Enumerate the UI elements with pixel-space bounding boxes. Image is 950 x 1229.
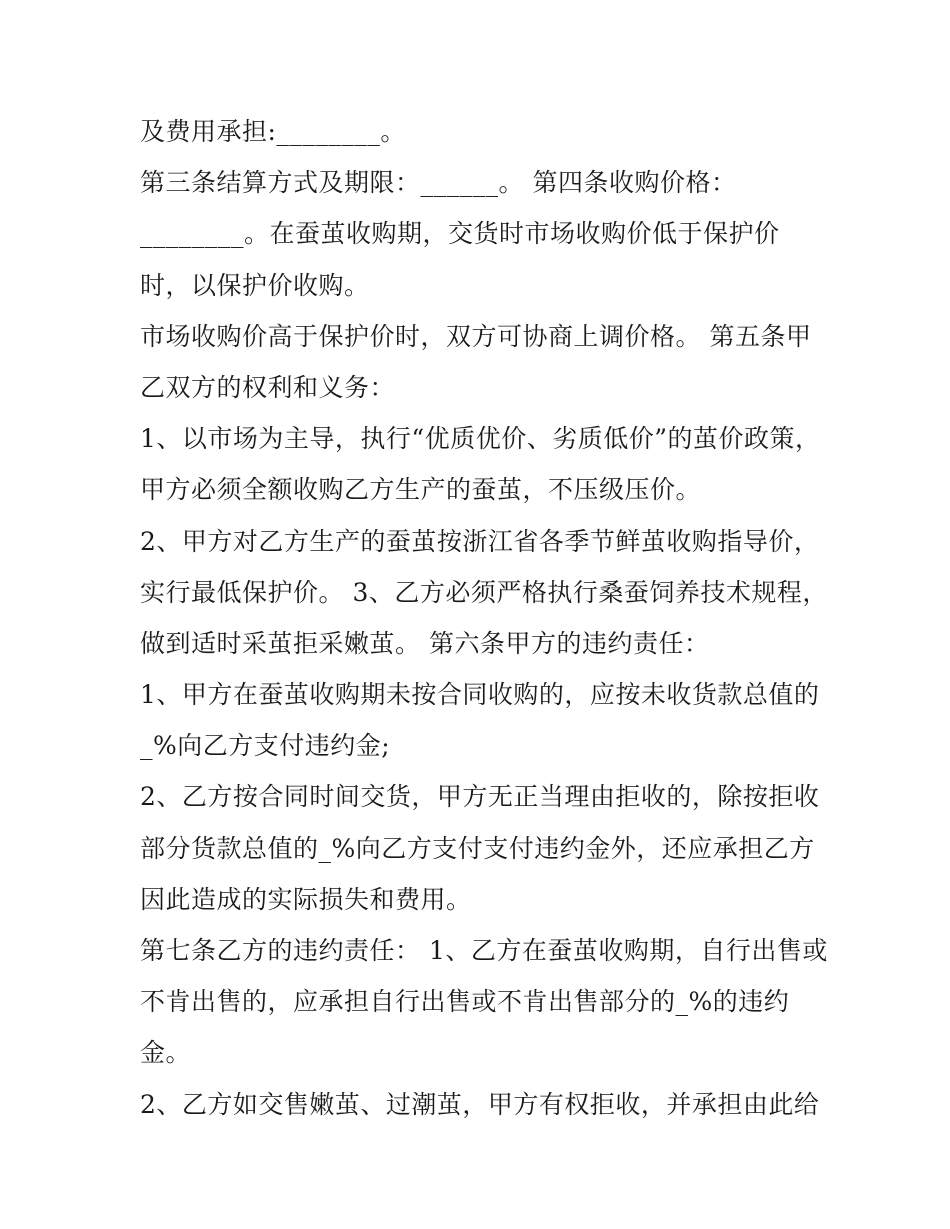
text-line: _%向乙方支付违约金; <box>140 731 391 761</box>
text-line: 乙双方的权利和义务： <box>140 372 396 402</box>
text-line: 第七条乙方的违约责任： 1、乙方在蚕茧收购期，自行出售或 <box>140 936 828 965</box>
text-line: 因此造成的实际损失和费用。 <box>140 884 472 914</box>
text-line: 甲方必须全额收购乙方生产的蚕茧，不压级压价。 <box>140 475 702 505</box>
text-line: 时，以保护价收购。 <box>140 270 370 300</box>
text-line: 1、以市场为主导，执行“优质优价、劣质低价”的茧价政策， <box>140 424 821 454</box>
text-line: 2、乙方按合同时间交货，甲方无正当理由拒收的，除按拒收 <box>140 782 820 812</box>
text-line: 2、甲方对乙方生产的蚕茧按浙江省各季节鲜茧收购指导价， <box>140 526 820 556</box>
text-line: 不肯出售的，应承担自行出售或不肯出售部分的_%的违约 <box>140 987 790 1017</box>
text-line: 金。 <box>140 1038 192 1068</box>
text-line: 第三条结算方式及期限：______。 第四条收购价格： <box>140 168 737 198</box>
text-line: 2、乙方如交售嫩茧、过潮茧，甲方有权拒收，并承担由此给 <box>140 1089 820 1119</box>
text-line: 做到适时采茧拒采嫩茧。 第六条甲方的违约责任： <box>140 628 710 658</box>
text-line: 部分货款总值的_%向乙方支付支付违约金外，还应承担乙方 <box>140 833 815 863</box>
text-line: 市场收购价高于保护价时，双方可协商上调价格。 第五条甲 <box>140 321 812 351</box>
text-line: 1、甲方在蚕茧收购期未按合同收购的，应按未收货款总值的 <box>140 680 820 710</box>
text-line: ________。在蚕茧收购期，交货时市场收购价低于保护价 <box>140 219 780 249</box>
text-line: 实行最低保护价。 3、乙方必须严格执行桑蚕饲养技术规程， <box>140 577 828 607</box>
text-line: 及费用承担:________。 <box>140 117 406 146</box>
contract-body-text <box>140 106 828 1130</box>
